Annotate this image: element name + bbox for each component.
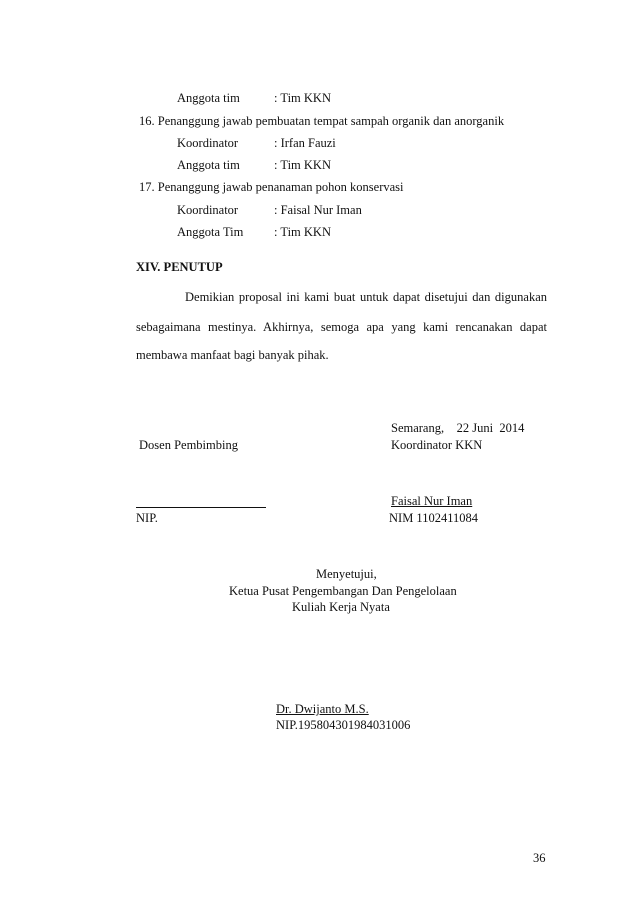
paragraph-line-3: membawa manfaat bagi banyak pihak. [136, 348, 329, 362]
right-signer-title: Koordinator KKN [391, 438, 483, 452]
coordinator-label: Koordinator [177, 203, 239, 217]
left-signer-title: Dosen Pembimbing [139, 438, 238, 452]
team-member-value: : Tim KKN [274, 158, 331, 172]
coordinator-label: Koordinator [177, 136, 239, 150]
approver-nip: NIP.195804301984031006 [276, 718, 411, 732]
right-signer-name: Faisal Nur Iman [391, 494, 473, 508]
responsibility-item-16: 16. Penanggung jawab pembuatan tempat sampah organik dan anorganik [139, 114, 505, 128]
paragraph-line-1: Demikian proposal ini kami buat untuk dapat disetujui dan digunakan [185, 290, 547, 304]
page-number: 36 [533, 851, 546, 865]
team-member-label: Anggota tim [177, 158, 240, 172]
left-signer-nip: NIP. [136, 511, 158, 525]
section-heading: XIV. PENUTUP [136, 260, 223, 274]
coordinator-value: : Faisal Nur Iman [274, 203, 362, 217]
team-member-value: : Tim KKN [274, 225, 331, 239]
coordinator-value: : Irfan Fauzi [274, 136, 336, 150]
approver-name: Dr. Dwijanto M.S. [276, 702, 369, 716]
signature-line [136, 507, 266, 508]
team-member-label: Anggota Tim [177, 225, 244, 239]
approval-label: Menyetujui, [316, 567, 377, 581]
place-date: Semarang, 22 Juni 2014 [391, 421, 525, 435]
right-signer-nim: NIM 1102411084 [389, 511, 479, 525]
team-member-label: Anggota tim [177, 91, 240, 105]
responsibility-item-17: 17. Penanggung jawab penanaman pohon konservasi [139, 180, 404, 194]
paragraph-line-2: sebagaimana mestinya. Akhirnya, semoga apa yang kami rencanakan dapat [136, 320, 547, 334]
approval-office-line2: Kuliah Kerja Nyata [292, 600, 390, 614]
team-member-value: : Tim KKN [274, 91, 331, 105]
approval-office-line1: Ketua Pusat Pengembangan Dan Pengelolaan [229, 584, 457, 598]
